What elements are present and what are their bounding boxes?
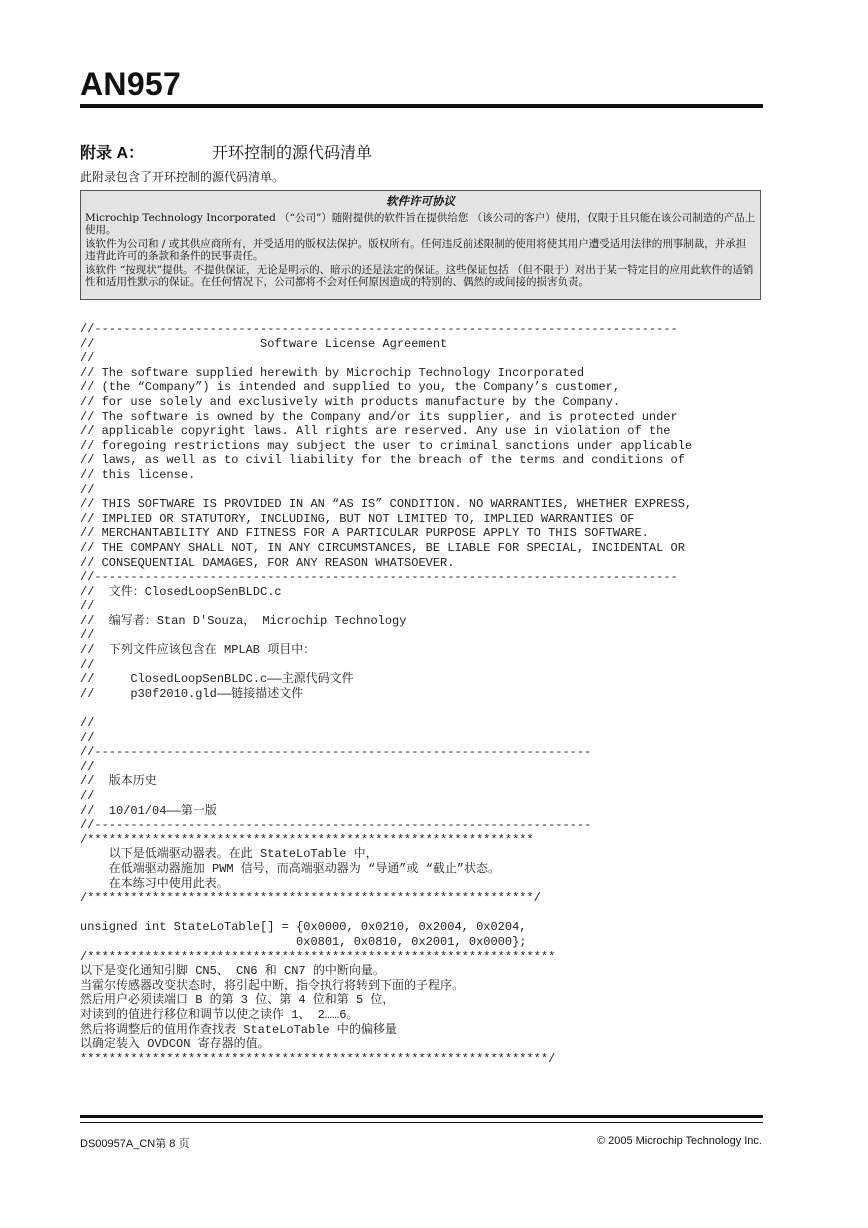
code-line: 0x0801, 0x0810, 0x2001, 0x0000}; xyxy=(80,934,527,949)
code-line: // xyxy=(80,789,95,803)
code-line: /***************************************************************** xyxy=(80,949,556,964)
footer-rule-thin xyxy=(80,1122,763,1123)
license-box xyxy=(80,190,761,300)
code-line: // xyxy=(80,730,95,745)
code-line: 当霍尔传感器改变状态时，将引起中断，指令执行将转到下面的子程序。 xyxy=(80,978,465,993)
code-line: // 文件：ClosedLoopSenBLDC.c xyxy=(80,584,282,599)
code-line: // laws, as well as to civil liability for the breach of the terms and conditions of xyxy=(80,453,685,468)
footer-copyright: © 2005 Microchip Technology Inc. xyxy=(596,1135,762,1147)
code-line: // foregoing restrictions may subject the user to criminal sanctions under applicable xyxy=(80,438,693,453)
code-line: // this license. xyxy=(80,467,196,482)
code-line: 以下是低端驱动器表。在此 StateLoTable 中， xyxy=(80,847,378,862)
code-line: //--------------------------------------------------------------------- xyxy=(80,745,592,760)
footer-rule xyxy=(80,1115,763,1118)
code-line: // ClosedLoopSenBLDC.c——主源代码文件 xyxy=(80,672,354,687)
code-line: // 编写者：Stan D'Souza， Microchip Technology xyxy=(80,613,407,628)
code-line: 然后将调整后的值用作查找表 StateLoTable 中的偏移量 xyxy=(80,1022,397,1037)
code-line: // (the “Company”) is intended and supplied to you, the Company’s customer, xyxy=(80,380,621,395)
code-line: // xyxy=(80,716,95,731)
code-line: // applicable copyright laws. All rights are reserved. Any use in violation of the xyxy=(80,424,671,439)
code-line: //--------------------------------------------------------------------- xyxy=(80,818,592,833)
code-line: // CONSEQUENTIAL DAMAGES, FOR ANY REASON WHATSOEVER. xyxy=(80,555,455,570)
code-line: // 下列文件应该包含在 MPLAB 项目中： xyxy=(80,643,316,658)
license-heading: 软件许可协议 xyxy=(386,194,455,208)
code-line: // xyxy=(80,351,95,366)
license-paragraph: 该软件为公司和 / 或其供应商所有，并受适用的版权法保护。版权所有。任何违反前述限制的使用将使其用户遭受适用法律的刑事制裁，并承担违背此许可的条款和条件的民事责任。 xyxy=(85,238,747,262)
header-rule xyxy=(80,104,763,108)
code-line: // xyxy=(80,657,95,672)
code-line: 在低端驱动器施加 PWM 信号，而高端驱动器为 “导通”或 “截止”状态。 xyxy=(80,861,501,876)
code-line: *****************************************************************/ xyxy=(80,1051,556,1066)
code-line: // 版本历史 xyxy=(80,774,157,789)
code-line: /************************************************************** xyxy=(80,832,534,847)
code-line: unsigned int StateLoTable[] = {0x0000, 0x0210, 0x2004, 0x0204, xyxy=(80,920,527,935)
code-line: // MERCHANTABILITY AND FITNESS FOR A PARTICULAR PURPOSE APPLY TO THIS SOFTWARE. xyxy=(80,526,649,541)
appendix-title: 开环控制的源代码清单 xyxy=(212,143,373,162)
document-id: AN957 xyxy=(80,66,182,102)
code-line xyxy=(80,701,692,716)
code-line: // The software is owned by the Company and/or its supplier, and is protected under xyxy=(80,409,678,424)
code-line: //--------------------------------------------------------------------------------- xyxy=(80,322,678,336)
code-line: // THE COMPANY SHALL NOT, IN ANY CIRCUMSTANCES, BE LIABLE FOR SPECIAL, INCIDENTAL OR xyxy=(80,540,685,555)
code-line xyxy=(80,906,692,921)
code-line: 对读到的值进行移位和调节以使之读作 1、 2……6。 xyxy=(80,1007,359,1022)
appendix-heading xyxy=(80,140,373,163)
code-line: // for use solely and exclusively with products manufacture by the Company. xyxy=(80,394,621,409)
license-paragraph: Microchip Technology Incorporated （“公司”）随附提供的软件旨在提供给您 （该公司的客户）使用，仅限于且只能在该公司制造的产品上使用。 xyxy=(85,212,756,236)
code-line: // xyxy=(80,759,95,774)
code-line: 在本练习中使用此表。 xyxy=(80,876,229,891)
code-line: 以确定装入 OVDCON 寄存器的值。 xyxy=(80,1037,270,1052)
code-line: //--------------------------------------------------------------------------------- xyxy=(80,570,678,585)
code-line: 然后用户必须读端口 B 的第 3 位、第 4 位和第 5 位， xyxy=(80,993,395,1008)
code-line: // xyxy=(80,599,95,614)
code-line: // 10/01/04——第一版 xyxy=(80,803,217,818)
code-line: // Software License Agreement xyxy=(80,336,448,351)
source-code-listing xyxy=(80,322,692,1066)
code-line: // xyxy=(80,482,95,497)
code-line: 以下是变化通知引脚 CN5、 CN6 和 CN7 的中断向量。 xyxy=(80,964,385,979)
code-line: // THIS SOFTWARE IS PROVIDED IN AN “AS IS” CONDITION. NO WARRANTIES, WHETHER EXPRESS, xyxy=(80,497,693,512)
code-line: // IMPLIED OR STATUTORY, INCLUDING, BUT NOT LIMITED TO, IMPLIED WARRANTIES OF xyxy=(80,511,635,526)
code-line: /**************************************************************/ xyxy=(80,891,541,906)
license-paragraph: 该软件 “按现状”提供。不提供保证，无论是明示的、暗示的还是法定的保证。这些保证包括 （但不限于）对出于某一特定目的应用此软件的适销性和适用性默示的保证。在任何情况下，公司都将不会对任何原因造成的特别的、偶然的或间接的损害负责。 xyxy=(85,264,754,288)
footer-page-info: DS00957A_CN第 8 页 xyxy=(80,1138,190,1150)
code-line: // p30f2010.gld——链接描述文件 xyxy=(80,686,304,701)
appendix-label: 附录 A： xyxy=(80,145,145,162)
code-line: // xyxy=(80,628,95,643)
appendix-intro: 此附录包含了开环控制的源代码清单。 xyxy=(80,170,285,184)
code-line: // The software supplied herewith by Microchip Technology Incorporated xyxy=(80,365,585,380)
